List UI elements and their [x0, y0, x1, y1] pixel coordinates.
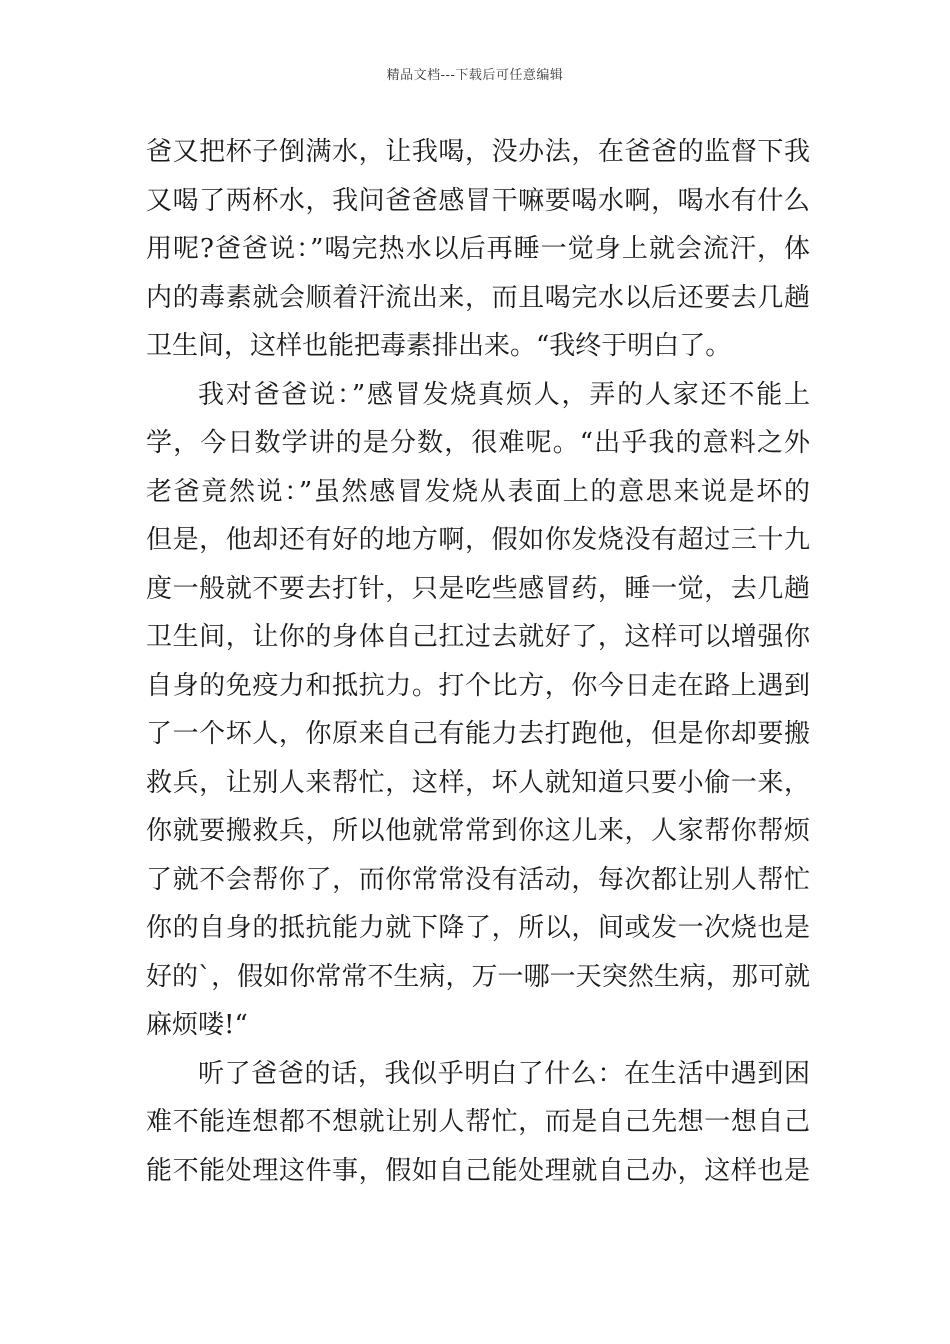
- text-line: 内的毒素就会顺着汗流出来，而且喝完水以后还要去几趟: [146, 282, 810, 313]
- text-line: 自身的免疫力和抵抗力。打个比方，你今日走在路上遇到: [146, 670, 810, 701]
- text-line: 度一般就不要去打针，只是吃些感冒药，睡一觉，去几趟: [146, 573, 810, 604]
- text-line: 难不能连想都不想就让别人帮忙，而是自己先想一想自己: [146, 1107, 810, 1137]
- text-line: 麻烦喽!“: [146, 1010, 248, 1040]
- text-line: 了一个坏人，你原来自己有能力去打跑他，但是你却要搬: [146, 719, 810, 749]
- text-line: 能不能处理这件事，假如自己能处理就自己办，这样也是: [146, 1155, 810, 1186]
- text-line: 用呢?爸爸说：”喝完热水以后再睡一觉身上就会流汗，体: [146, 234, 810, 264]
- paragraph-start-line: 我对爸爸说：”感冒发烧真烦人，弄的人家还不能上: [198, 379, 810, 410]
- text-line: 你的自身的抵抗能力就下降了，所以，间或发一次烧也是: [146, 913, 810, 943]
- text-line: 老爸竟然说：”虽然感冒发烧从表面上的意思来说是坏的: [146, 476, 810, 507]
- text-line: 了就不会帮你了，而你常常没有活动，每次都让别人帮忙: [146, 864, 810, 895]
- text-line: 好的`，假如你常常不生病，万一哪一天突然生病，那可就: [146, 961, 810, 992]
- paragraph-start-line: 听了爸爸的话，我似乎明白了什么：在生活中遇到困: [198, 1058, 810, 1089]
- text-line: 你就要搬救兵，所以他就常常到你这儿来，人家帮你帮烦: [146, 816, 810, 846]
- text-line: 卫生间，这样也能把毒素排出来。“我终于明白了。: [146, 331, 732, 361]
- document-body: [146, 128, 810, 1195]
- text-line: 又喝了两杯水，我问爸爸感冒干嘛要喝水啊，喝水有什么: [146, 185, 810, 216]
- text-line: 救兵，让别人来帮忙，这样，坏人就知道只要小偷一来，: [146, 767, 810, 798]
- page-header: 精品文档---下载后可任意编辑: [386, 68, 564, 83]
- text-line: 但是，他却还有好的地方啊，假如你发烧没有超过三十九: [146, 525, 810, 555]
- text-line: 学，今日数学讲的是分数，很难呢。“出乎我的意料之外: [146, 428, 810, 458]
- text-line: 卫生间，让你的身体自己扛过去就好了，这样可以增强你: [146, 622, 810, 652]
- text-line: 爸又把杯子倒满水，让我喝，没办法，在爸爸的监督下我: [146, 137, 810, 167]
